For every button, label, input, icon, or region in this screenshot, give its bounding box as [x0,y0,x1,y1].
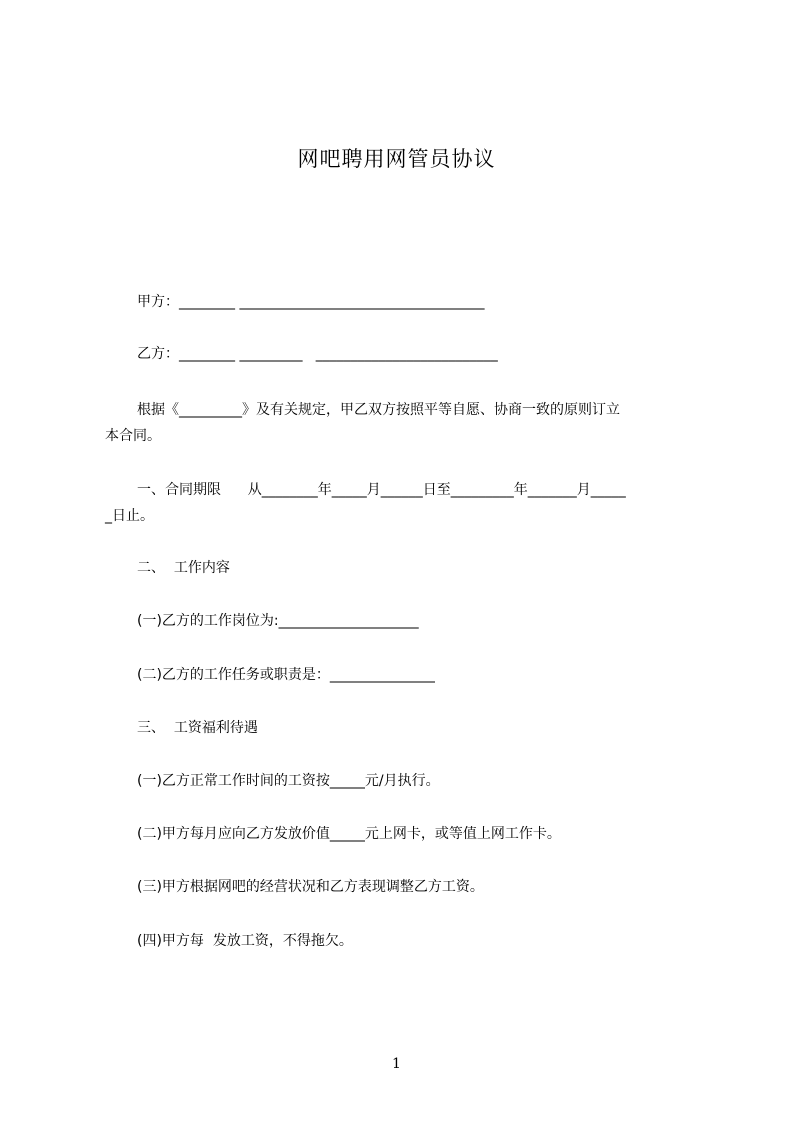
section-3-item-2: (二)甲方每月应向乙方发放价值_____元上网卡，或等值上网工作卡。 [137,826,561,842]
page-number: 1 [392,1056,401,1072]
party-a-line: 甲方：________ ___________________________________ [137,294,485,310]
section-2-item-2: (二)乙方的工作任务或职责是：_______________ [137,667,435,683]
contract-term-line-1: 一、合同期限 从________年_____月______日至_________年_______月_____ [137,482,626,498]
section-3-item-1: (一)乙方正常工作时间的工资按_____元/月执行。 [137,773,440,789]
basis-paragraph-line-2: 本合同。 [105,428,161,444]
document-title: 网吧聘用网管员协议 [297,147,496,171]
section-3-heading: 三、 工资福利待遇 [137,720,258,736]
section-3-item-4: (四)甲方每 发放工资，不得拖欠。 [137,933,353,949]
section-2-item-1: (一)乙方的工作岗位为:____________________ [137,613,419,629]
contract-term-line-2: _日止。 [105,508,154,524]
section-2-heading: 二、 工作内容 [137,560,230,576]
basis-paragraph-line-1: 根据《_________》及有关规定，甲乙双方按照平等自愿、协商一致的原则订立 [137,402,620,418]
section-3-item-3: (三)甲方根据网吧的经营状况和乙方表现调整乙方工资。 [137,879,484,895]
party-b-line: 乙方：________ _________ __________________________ [137,346,498,362]
